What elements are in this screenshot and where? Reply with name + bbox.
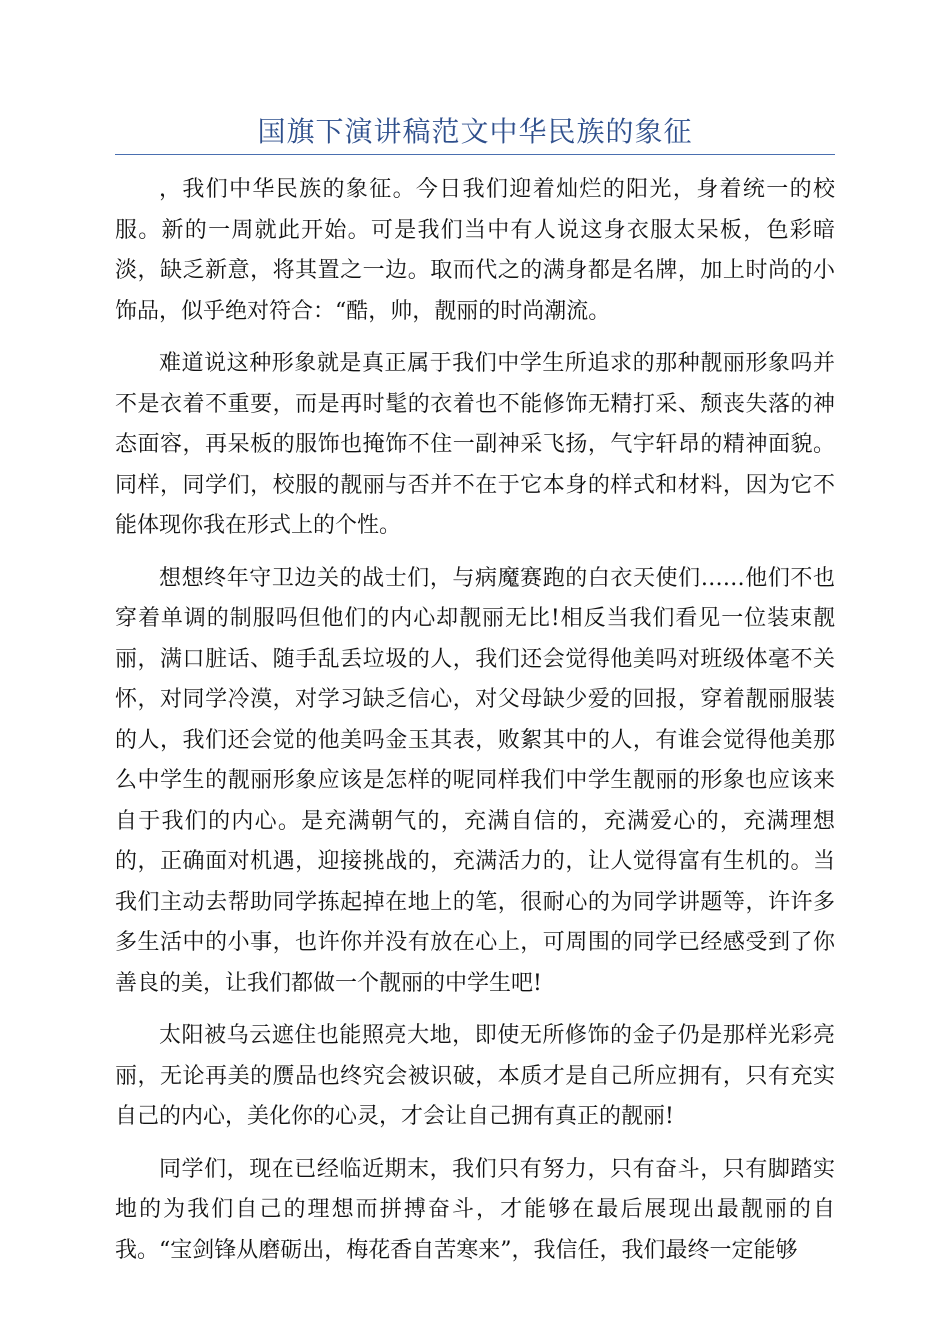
- paragraph-line: 不是衣着不重要，而是再时髦的衣着也不能修饰无精打采、颓丧失落的神: [115, 391, 835, 417]
- paragraph-line: 丽，满口脏话、随手乱丢垃圾的人，我们还会觉得他美吗对班级体毫不关: [115, 646, 835, 672]
- paragraph-line: 淡，缺乏新意，将其置之一边。取而代之的满身都是名牌，加上时尚的小: [115, 258, 835, 283]
- paragraph-line: 自己的内心，美化你的心灵，才会让自己拥有真正的靓丽!: [115, 1104, 674, 1129]
- paragraph: [115, 559, 835, 1005]
- paragraph-line: 想想终年守卫边关的战士们，与病魔赛跑的白衣天使们……他们不也: [159, 565, 835, 591]
- paragraph-line: 丽，无论再美的赝品也终究会被识破，本质才是自己所应拥有，只有充实: [115, 1063, 835, 1089]
- paragraph-line: 自于我们的内心。是充满朝气的，充满自信的，充满爱心的，充满理想: [115, 808, 835, 834]
- paragraph: [115, 1150, 835, 1272]
- document-title: 国旗下演讲稿范文中华民族的象征: [257, 115, 693, 148]
- paragraph-line: 多生活中的小事，也许你并没有放在心上，可周围的同学已经感受到了你: [115, 930, 835, 955]
- paragraph-line: 的，正确面对机遇，迎接挑战的，充满活力的，让人觉得富有生机的。当: [115, 849, 835, 874]
- paragraph-line: 难道说这种形象就是真正属于我们中学生所追求的那种靓丽形象吗并: [159, 351, 835, 376]
- document-body: [115, 170, 835, 1283]
- paragraph-line: 态面容，再呆板的服饰也掩饰不住一副神采飞扬，气宇轩昂的精神面貌。: [115, 432, 835, 457]
- paragraph: [115, 170, 835, 332]
- paragraph-line: 善良的美，让我们都做一个靓丽的中学生吧!: [115, 970, 542, 996]
- paragraph-line: 同学们，现在已经临近期末，我们只有努力，只有奋斗，只有脚踏实: [159, 1156, 835, 1182]
- paragraph: [115, 344, 835, 547]
- paragraph-line: 太阳被乌云遮住也能照亮大地，即使无所修饰的金子仍是那样光彩亮: [159, 1023, 835, 1048]
- paragraph-line: ，我们中华民族的象征。今日我们迎着灿烂的阳光，身着统一的校: [159, 177, 835, 202]
- paragraph: [115, 1016, 835, 1138]
- paragraph-line: 饰品，似乎绝对符合：“酷，帅，靓丽的时尚潮流。: [115, 298, 611, 324]
- paragraph-line: 我。“宝剑锋从磨砺出，梅花香自苦寒来”，我信任，我们最终一定能够: [115, 1237, 798, 1263]
- paragraph-line: 我们主动去帮助同学拣起掉在地上的笔，很耐心的为同学讲题等，许许多: [115, 889, 835, 915]
- paragraph-line: 怀，对同学冷漠，对学习缺乏信心，对父母缺少爱的回报，穿着靓丽服装: [115, 687, 835, 712]
- paragraph-line: 服。新的一周就此开始。可是我们当中有人说这身衣服太呆板，色彩暗: [115, 217, 835, 243]
- paragraph-line: 穿着单调的制服吗但他们的内心却靓丽无比!相反当我们看见一位装束靓: [115, 606, 835, 631]
- paragraph-line: 么中学生的靓丽形象应该是怎样的呢同样我们中学生靓丽的形象也应该来: [115, 768, 835, 793]
- paragraph-line: 能体现你我在形式上的个性。: [115, 513, 402, 538]
- paragraph-line: 地的为我们自己的理想而拼搏奋斗，才能够在最后展现出最靓丽的自: [115, 1197, 835, 1222]
- paragraph-line: 的人，我们还会觉的他美吗金玉其表，败絮其中的人，有谁会觉得他美那: [115, 727, 835, 753]
- paragraph-line: 同样，同学们，校服的靓丽与否并不在于它本身的样式和材料，因为它不: [115, 472, 835, 498]
- title-underline: [115, 154, 835, 155]
